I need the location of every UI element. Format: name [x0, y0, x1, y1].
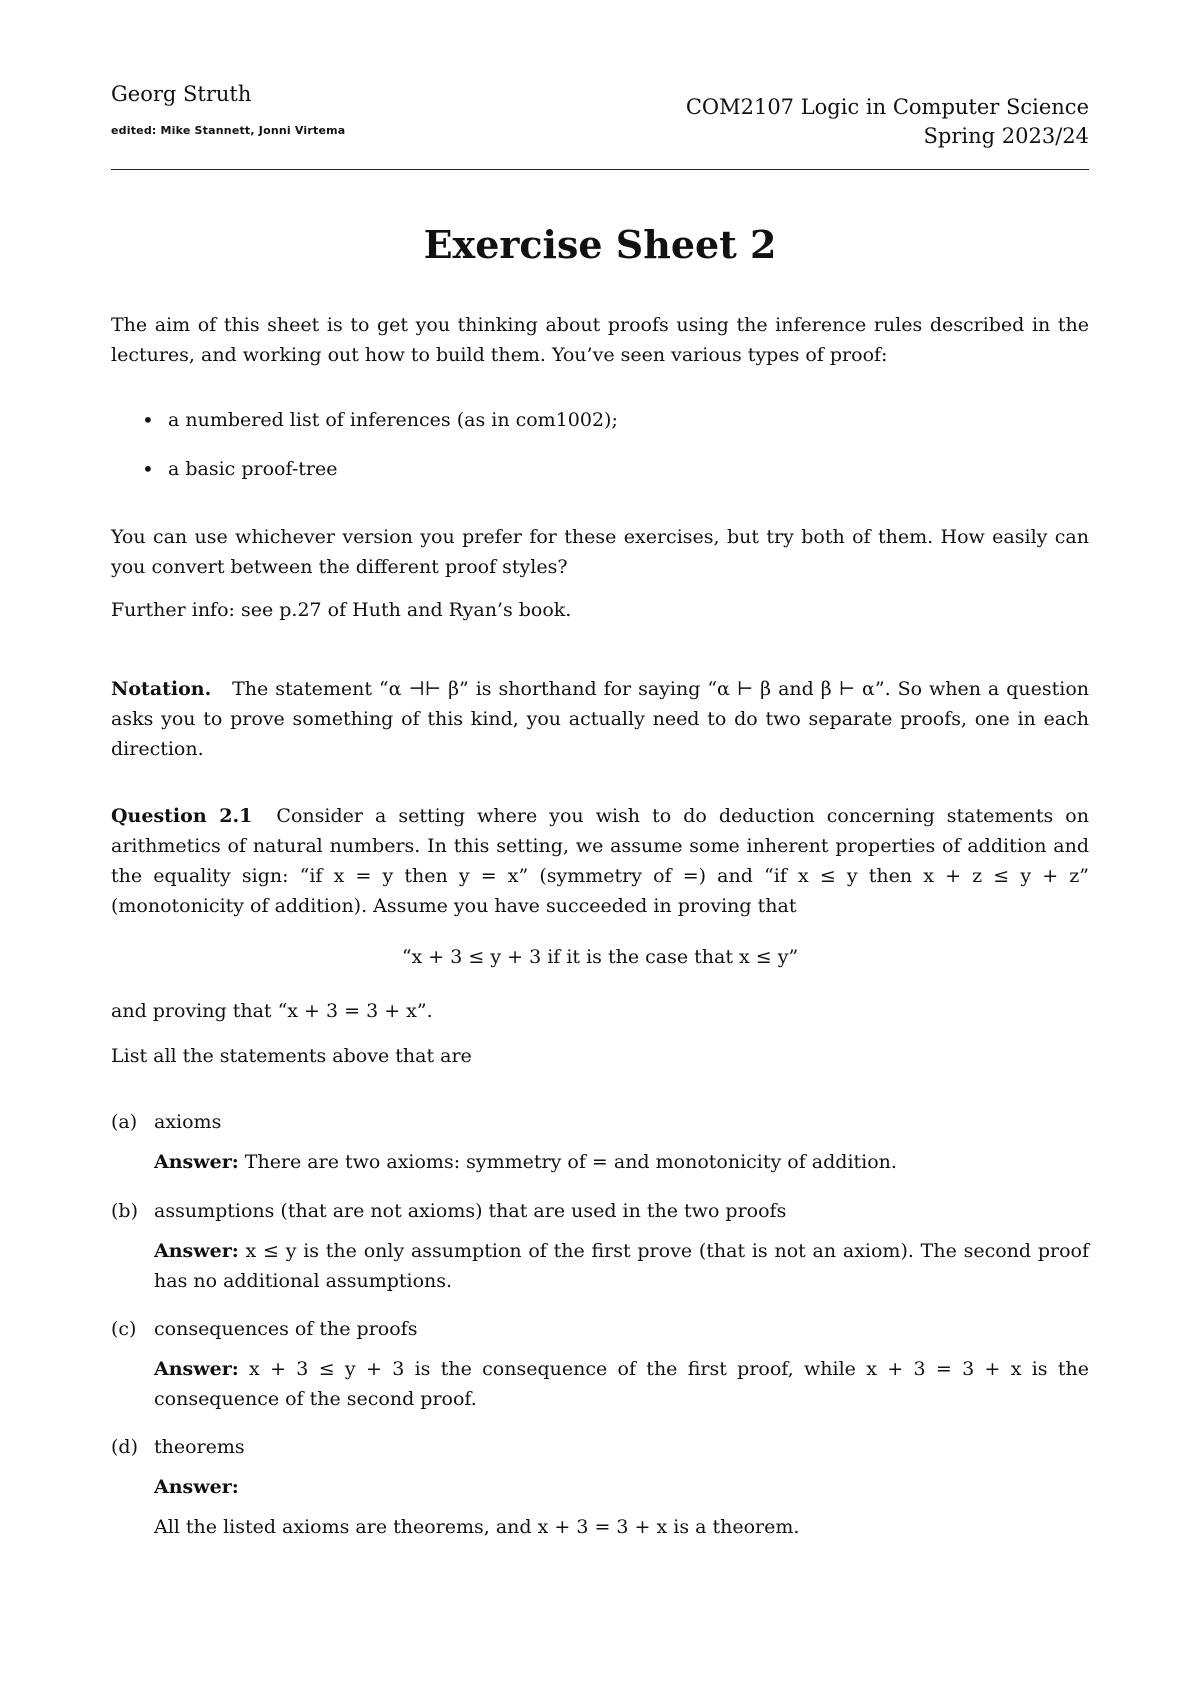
- header-divider: [111, 169, 1089, 170]
- notation-text: The statement “α ⊣⊢ β” is shorthand for saying “α ⊢ β and β ⊢ α”. So when a question asks you to prove something of this kind, you actually need to do two separate proofs, one in each direction.: [111, 678, 1089, 760]
- answer-text: There are two axioms: symmetry of = and monotonicity of addition.: [244, 1151, 897, 1173]
- editors-line: edited: Mike Stannett, Jonni Virtema: [111, 124, 346, 137]
- term: Spring 2023/24: [923, 124, 1089, 148]
- list-prompt: List all the statements above that are: [111, 1045, 472, 1067]
- notation-heading: Notation.: [111, 678, 212, 700]
- part-text: assumptions (that are not axioms) that are used in the two proofs: [154, 1200, 787, 1222]
- display-statement: “x + 3 ≤ y + 3 if it is the case that x ≤ y”: [401, 946, 799, 968]
- part-label: (b): [111, 1200, 138, 1222]
- part-text: theorems: [154, 1436, 245, 1458]
- proof-types-list: [140, 405, 1040, 503]
- answer-label: Answer:: [154, 1151, 239, 1173]
- further-info: Further info: see p.27 of Huth and Ryan’s book.: [111, 599, 572, 621]
- part-b: [111, 1196, 1089, 1226]
- answer-a: [154, 1147, 1089, 1177]
- part-d: [111, 1432, 1089, 1462]
- answer-d-label: [154, 1472, 1089, 1502]
- answer-c: [154, 1354, 1089, 1414]
- notation-paragraph: [111, 674, 1089, 764]
- list-item: • a basic proof-tree: [140, 454, 1040, 484]
- question-heading: Question 2.1: [111, 805, 253, 827]
- list-item: • a numbered list of inferences (as in com1002);: [140, 405, 1040, 435]
- question-paragraph: [111, 801, 1089, 921]
- part-text: axioms: [154, 1111, 222, 1133]
- answer-b: [154, 1236, 1089, 1296]
- author-name: Georg Struth: [111, 82, 252, 106]
- answer-label: Answer:: [154, 1358, 239, 1380]
- part-a: [111, 1107, 1089, 1137]
- question-text: Consider a setting where you wish to do deduction concerning statements on arithmetics of natural numbers. In this setting, we assume some inherent properties of addition and the equality sign: “if x = y then y = x” (symmetry of =) and “if x ≤ y then x + z ≤ y + z” (monotonicity of addition). Assume you have succeeded in proving that: [111, 805, 1089, 917]
- part-label: (a): [111, 1111, 138, 1133]
- part-text: consequences of the proofs: [154, 1318, 418, 1340]
- and-proving-line: and proving that “x + 3 = 3 + x”.: [111, 1000, 433, 1022]
- course-title: COM2107 Logic in Computer Science: [685, 95, 1089, 119]
- page-title: Exercise Sheet 2: [423, 222, 777, 267]
- answer-label: Answer:: [154, 1240, 239, 1262]
- part-label: (d): [111, 1436, 138, 1458]
- answer-text: x ≤ y is the only assumption of the first prove (that is not an axiom). The second proof has no additional assumptions.: [154, 1240, 1089, 1292]
- answer-label: Answer:: [154, 1476, 239, 1498]
- intro-paragraph: The aim of this sheet is to get you thinking about proofs using the inference rules described in the lectures, and working out how to build them. You’ve seen various types of proof:: [111, 314, 1089, 366]
- part-label: (c): [111, 1318, 137, 1340]
- answer-text: x + 3 ≤ y + 3 is the consequence of the first proof, while x + 3 = 3 + x is the consequence of the second proof.: [154, 1358, 1089, 1410]
- followup-paragraph: You can use whichever version you prefer for these exercises, but try both of them. How easily can you convert between the different proof styles?: [111, 526, 1089, 578]
- answer-d: All the listed axioms are theorems, and x + 3 = 3 + x is a theorem.: [154, 1516, 800, 1538]
- part-c: [111, 1314, 1089, 1344]
